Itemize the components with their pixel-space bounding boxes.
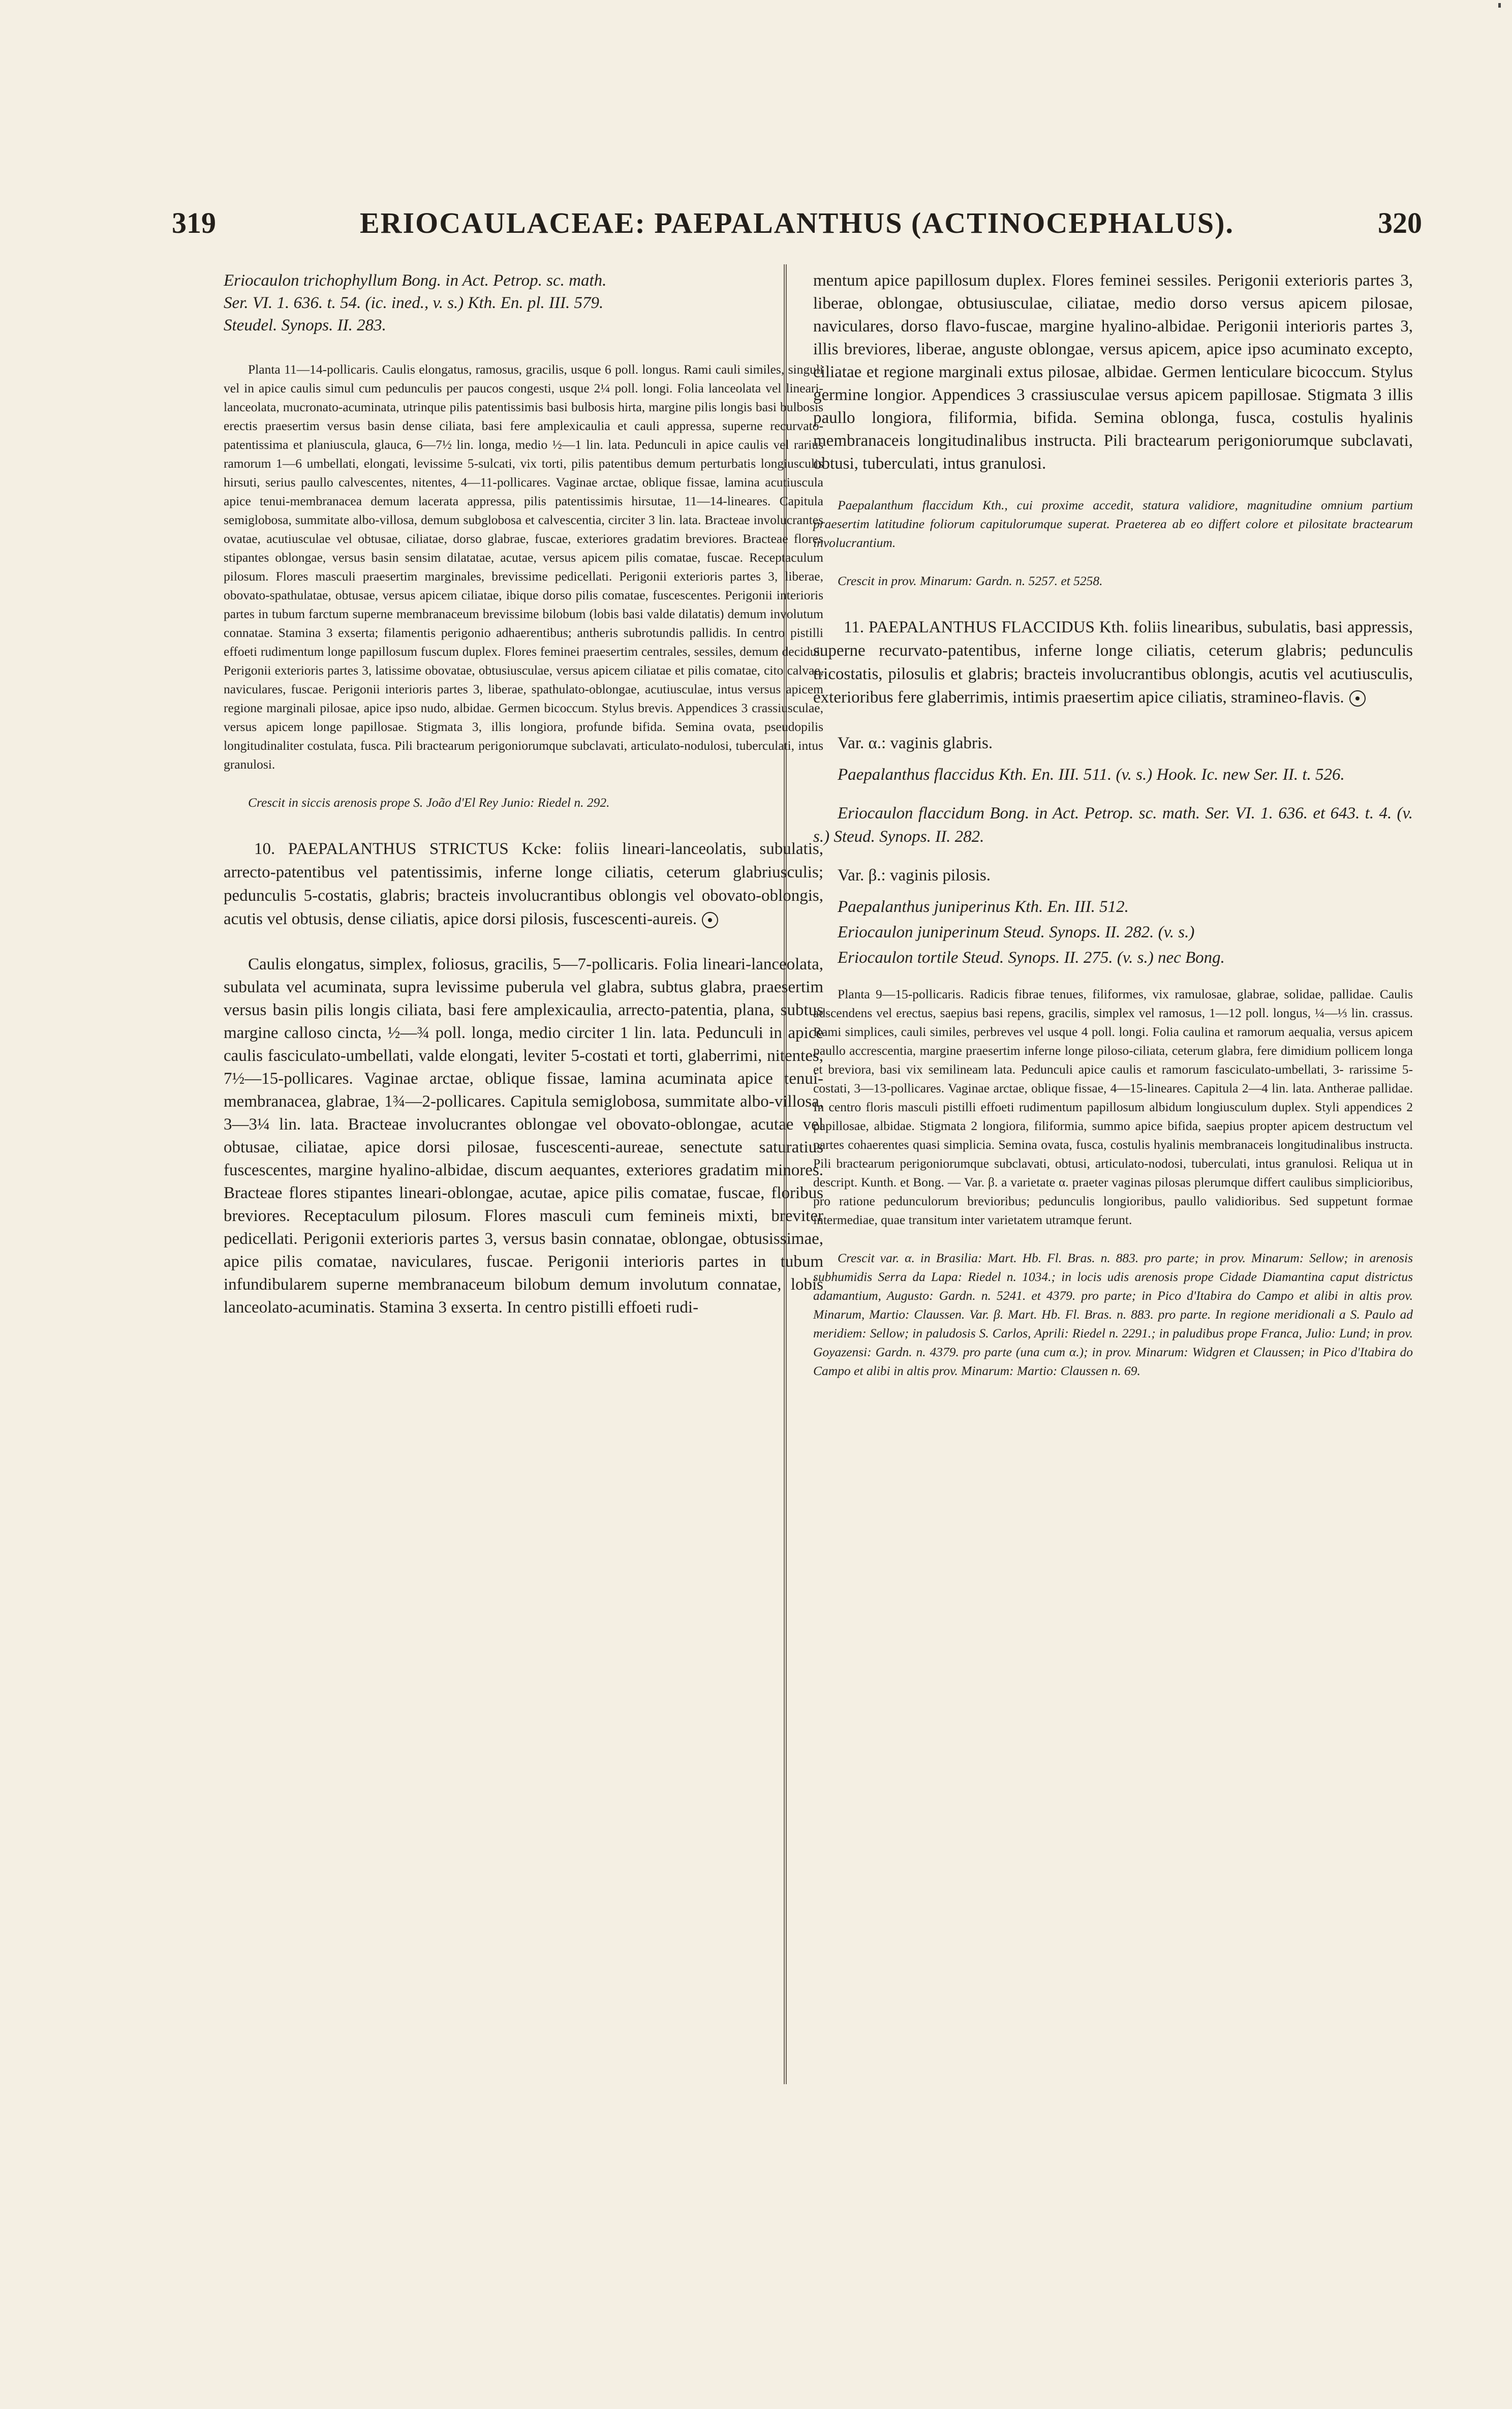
species-heading-10 [224, 837, 823, 931]
species-heading-11 [813, 616, 1413, 709]
variety-synonym: Paepalanthus juniperinus Kth. En. III. 512. [838, 898, 1129, 916]
right-column [813, 269, 1413, 1406]
variety-synonym: Eriocaulon tortile Steud. Synops. II. 275. (v. s.) nec Bong. [838, 949, 1225, 967]
perennial-symbol-icon [1349, 690, 1366, 707]
species-diagnosis: 11. PAEPALANTHUS FLACCIDUS Kth. foliis linearibus, subulatis, basi appressis, superne recurvato-patentibus, inferne longe ciliatis, ceterum glabris; pedunculis tricostatis, pilosulis et glabris; bracteis involucrantibus oblongis, acutis vel acutiusculis, exterioribus fere glaberrimis, intimis praesertim apice ciliatis, stramineo-flavis. [813, 618, 1413, 707]
comparison-note: Paepalanthum flaccidum Kth., cui proxime accedit, statura validiore, magnitudine omnium partium praesertim latitudine foliorum capitulorumque superat. Praeterea ab eo differt colore et pilositate bractearum involucrantium. [813, 498, 1413, 550]
distribution-note: Crescit var. α. in Brasilia: Mart. Hb. Fl. Bras. n. 883. pro parte; in prov. Minarum: Sellow; in arenosis subhumidis Serra da Lapa: Riedel n. 1034.; in locis udis arenosis prope Cidade Diamantina caput districtus adamantium, Augusto: Gardn. n. 5241. et 4379. pro parte; in Pico d'Itabira do Campo et alibi in altis prov. Minarum, Martio: Claussen. Var. β. Mart. Hb. Fl. Bras. n. 883. pro parte. In regione meridionali a S. Paulo ad meridiem: Sellow; in paludosis S. Carlos, Aprili: Riedel n. 2291.; in paludibus prope Franca, Julio: Lund; in prov. Goyazensi: Gardn. n. 4379. pro parte (una cum α.); in prov. Minarum: Widgren et Claussen; in Pico d'Itabira do Campo et alibi in altis prov. Minarum: Martio: Claussen n. 69. [813, 1251, 1413, 1378]
page-header [172, 206, 1422, 247]
description-paragraph-11: Planta 9—15-pollicaris. Radicis fibrae tenues, filiformes, vix ramulosae, glabrae, solidae, pallidae. Caulis adscendens vel erectus, saepius basi repens, gracilis, simplex vel ramosus, 1—12 poll. longus, ¼—⅓ lin. crassus. Rami simplices, cauli similes, perbreves vel usque 4 poll. longi. Folia caulina et ramorum aequalia, versus apicem paullo accrescentia, margine praesertim inferne longe piloso-ciliata, ceterum glabra, fere dimidium pollicem longa et breviora, basi vix semilineam lata. Pedunculi apice caulis et ramorum fasciculato-umbellati, 3- rarissime 5-costati, 3—13-pollicares. Vaginae arctae, oblique fissae, 4—15-lineares. Capitula 2—4 lin. lata. Antherae pallidae. In centro floris masculi pistilli effoeti rudimentum papillosum albidum longiusculum duplex. Styli appendices 2 papillosae, albidae. Stigmata 2 longiora, filiformia, summo apice bifida, saepius propter apicem destructum vel partes cohaerentes quasi simplicia. Semina ovata, fusca, costulis hyalinis membranaceis longitudinalibus instructa. Pili bractearum perigoniorumque subclavati, obtusi, articulato-nodosi, tuberculati, intus granulosi. Reliqua ut in descript. Kunth. et Bong. — Var. β. a varietate α. praeter vaginas pilosas plerumque differt caulibus simplicioribus, pro ratione pedunculorum brevioribus; pedunculis longioribus, paullo validioribus. Sed suppetunt formae intermediae, quae transitum inter varietatem utramque ferunt. [813, 987, 1413, 1227]
variety-synonym: Eriocaulon flaccidum Bong. in Act. Petrop. sc. math. Ser. VI. 1. 636. et 643. t. 4. (v. s.) Steud. Synops. II. 282. [813, 804, 1413, 846]
synonym-line: Eriocaulon trichophyllum Bong. in Act. Petrop. sc. math. [224, 271, 607, 290]
page-number-right: 320 [1378, 206, 1422, 239]
variety-synonym: Eriocaulon juniperinum Steud. Synops. II. 282. (v. s.) [838, 923, 1195, 941]
corner-mark [1498, 3, 1501, 8]
page-number-left: 319 [172, 206, 216, 239]
description-paragraph-10: Caulis elongatus, simplex, foliosus, gracilis, 5—7-pollicaris. Folia lineari-lanceolata, subulata vel acuminata, supra levissime puberula vel glabra, subtus glabra, praesertim versus basin pilis longis ciliata, basi fere amplexicaulia, arrecto-patentia, plana, subtus margine calloso cincta, ½—¾ poll. longa, medio circiter 1 lin. lata. Pedunculi in apice caulis fasciculato-umbellati, valde elongati, leviter 5-costati et torti, glaberrimi, nitentes, 7½—15-pollicares. Vaginae arctae, oblique fissae, lamina acuminata apice tenui-membranacea, glabrae, 1¾—2-pollicares. Capitula semiglobosa, summitate albo-villosa, 3—3¼ lin. lata. Bracteae involucrantes oblongae vel obovato-oblongae, acutae vel obtusae, ciliatae, apice dorsi pilosae, fuscescenti-aureae, senectute saturatius fuscescentes, margine hyalino-albidae, discum aequantes, exteriores gradatim minores. Bracteae flores stipantes lineari-oblongae, acutae, apice pilis comatae, fuscae, floribus breviores. Receptaculum pilosum. Flores masculi cum femineis mixti, breviter pedicellati. Perigonii exterioris partes 3, versus basin connatae, oblongae, obtusissimae, apice pilis comatae, naviculares, fuscae. Perigonii interioris partes in tubum infundibularem superne membranaceum bilobum demum involutum connatae, lobis lanceolato-acuminatis. Stamina 3 exserta. In centro pistilli effoeti rudi- [224, 955, 823, 1317]
distribution-note: Crescit in siccis arenosis prope S. João d'El Rey Junio: Riedel n. 292. [248, 795, 610, 810]
synonym-block [224, 269, 823, 337]
species-diagnosis: 10. PAEPALANTHUS STRICTUS Kcke: foliis lineari-lanceolatis, subulatis, arrecto-patentibus vel patentissimis, inferne longe ciliatis, ceterum glabriusculis; pedunculis 5-costatis, glabris; bracteis involucrantibus oblongis vel obovato-oblongis, acutis vel obtusis, dense ciliatis, apice dorsi pilosis, fuscescenti-aureis. [224, 840, 823, 928]
running-title: ERIOCAULACEAE: PAEPALANTHUS (ACTINOCEPHALUS). [359, 206, 1235, 239]
synonym-line: Steudel. Synops. II. 283. [224, 316, 386, 334]
perennial-symbol-icon [702, 912, 718, 928]
variety-beta-label: Var. β.: vaginis pilosis. [838, 866, 991, 885]
variety-alpha-label: Var. α.: vaginis glabris. [838, 734, 993, 752]
synonym-line: Ser. VI. 1. 636. t. 54. (ic. ined., v. s.) Kth. En. pl. III. 579. [224, 294, 604, 312]
description-paragraph: Planta 11—14-pollicaris. Caulis elongatus, ramosus, gracilis, usque 6 poll. longus. Rami cauli similes, singuli vel in apice caulis simul cum pedunculis per paucos congesti, usque 2¼ poll. longi. Folia lanceolata vel lineari-lanceolata, mucronato-acuminata, utrinque pilis patentissimis basi bulbosis hirta, margine pilis longis basi bulbosis erectis praesertim versus basin dense ciliata, basi fere amplexicaulia et cauli appressa, superne recurvato-patentissima et planiuscula, glauca, 6—7½ lin. longa, medio ½—1 lin. lata. Pedunculi in apice caulis vel rarius ramorum 1—6 umbellati, elongati, levissime 5-sulcati, vix torti, pilis patentibus demum perturbatis longiusculis hirsuti, serius paullo calvescentes, nitentes, 4—11-pollicares. Vaginae arctae, oblique fissae, lamina acutiuscula apice tenui-membranacea demum lacerata appressa, pilis patentissimis hirsutae, 11—14-lineares. Capitula semiglobosa, summitate albo-villosa, demum subglobosa et calvescentia, circiter 3 lin. lata. Bracteae involucrantes ovatae, acutiusculae vel obtusae, ciliatae, dorso glabrae, fuscae, exteriores gradatim breviores. Bracteae flores stipantes oblongae, versus basin sensim dilatatae, acutae, versus apicem pilis comatae, fuscae. Receptaculum pilosum. Flores masculi praesertim marginales, brevissime pedicellati. Perigonii exterioris partes 3, liberae, obovato-spathulatae, obtusae, versus apicem ciliatae, ibique dorso pilis comatae, fuscescentes. Perigonii interioris partes in tubum farctum superne membranaceum brevissime bilobum (lobis basi valde dilatatis) demum involutum connatae. Stamina 3 exserta; filamentis perigonio adhaerentibus; antheris subrotundis pallidis. In centro pistilli effoeti rudimentum longe papillosum fuscum duplex. Flores feminei praesertim centrales, sessiles, demum decidui. Perigonii exterioris partes 3, latissime obovatae, obtusiusculae, versus apicem ciliatae et pilis comatae, cito calvae, naviculares, fuscae. Perigonii interioris partes 3, liberae, spathulato-oblongae, acutiusculae, intus versus apicem regione marginali pilosae, apice ipso nudo, albidae. Germen bicoccum. Stylus brevis. Appendices 3 crassiusculae, versus apicem longe papillosae. Stigmata 3, illis longiora, profunde bifida. Semina ovata, pseudopilis longitudinaliter costulata, fusca. Pili bractearum perigoniorumque subclavati, articulato-nodulosi, tuberculati, intus granulosi. [224, 362, 823, 772]
distribution-note: Crescit in prov. Minarum: Gardn. n. 5257. et 5258. [838, 573, 1103, 588]
continued-description: mentum apice papillosum duplex. Flores feminei sessiles. Perigonii exterioris partes 3, liberae, oblongae, obtusiusculae, ciliatae, medio dorso versus apicem pilosae, naviculares, dorso flavo-fuscae, margine hyalino-albidae. Perigonii interioris partes 3, illis breviores, liberae, anguste oblongae, versus apicem, apice ipso acuminato excepto, ciliatae et regione marginali extus pilosae, albidae. Germen lenticulare bicoccum. Stylus germine longior. Appendices 3 crassiusculae versus apicem papillosae. Stigmata 3 illis paullo longiora, filiformia, bifida. Semina oblonga, fusca, costulis hyalinis membranaceis longitudinalibus instructa. Pili bractearum perigoniorumque subclavati, obtusi, tuberculati, intus granulosi. [813, 271, 1413, 473]
variety-synonym: Paepalanthus flaccidus Kth. En. III. 511. (v. s.) Hook. Ic. new Ser. II. t. 526. [838, 766, 1345, 784]
left-column [224, 269, 823, 1339]
